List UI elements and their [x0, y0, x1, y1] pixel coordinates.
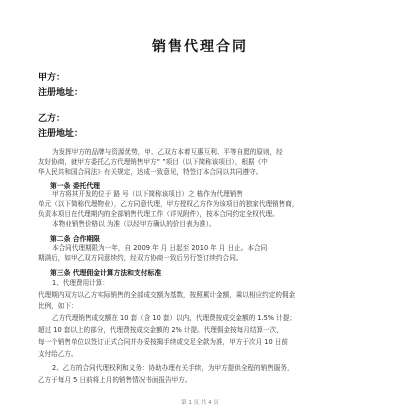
section-3-line: 乙方代理销售成交额在 10 套（含 10 套）以内，代理费按成交金额的 1.5% 计提；	[52, 314, 296, 322]
section-2-line: 期满后，如甲乙双方同意续约，经双方协商一致后另行签订续约合同。	[38, 254, 243, 262]
section-1-line: 负责本项目在代理期内的全部销售代理工作（详见附件），按本合同约定全权代理。	[38, 210, 279, 218]
section-2-heading: 第二条 合作期限	[50, 235, 100, 243]
section-1-line: 单元（以下简称代理物业），乙方同意代理，甲方授权乙方作为该项目的独家代理销售商，	[38, 200, 299, 208]
section-1-line: 甲方将其开发的位于 路 号（以下简称该项目）之 栋作为代理销售	[52, 190, 243, 198]
page-footer: 第 1 页 共 4 页	[181, 400, 219, 406]
section-3-line: 1、代理费用计算：	[52, 279, 109, 287]
intro-line: 华人民共和国合同法》有关规定，达成一致意见，特签订本合同以共同遵守。	[38, 168, 263, 176]
section-3-heading: 第三条 代理佣金计算方法和支付标准	[50, 269, 162, 277]
section-1-heading: 第一条 委托代理	[50, 182, 100, 190]
intro-line: 友好协商，就甲方委托乙方代理销售甲方“ ”项目（以下简称该项目），根据《中	[38, 158, 268, 166]
section-3-line: 2、乙方的合同代理权利和义务：协助办理有关手续，为甲方提供全程的销售服务，	[52, 364, 294, 372]
section-1-line: 本物业销售价格以 为准（以经甲方确认的价目表为准）。	[52, 220, 216, 228]
section-3-line: 支付给乙方。	[38, 350, 78, 358]
section-3-line: 每一个销售单位以签订正式合同并办妥按揭手续或交足全款为准，甲方于次月 10 日前	[38, 338, 288, 346]
section-3-line: 比例，如下：	[38, 302, 78, 310]
section-2-line: 本合同代理期限为一年，自 2009 年 月 日起至 2010 年 月 日止。本合同	[52, 244, 268, 252]
party-b-label: 乙方：	[38, 114, 66, 124]
section-3-line: 乙方于每月 5 日前将上月的销售情况书面报告甲方。	[38, 376, 192, 384]
intro-line: 为发挥甲方的品牌与资源优势，甲、乙双方本着互惠互利、平等自愿的原则，经	[52, 148, 283, 156]
party-a-label: 甲方：	[38, 73, 66, 83]
party-b-address-label: 注册地址：	[38, 129, 84, 139]
section-3-line: 代理期内双方以乙方实际销售的全部成交额为基数，按照累计金额，乘以相应约定的佣金	[38, 291, 296, 299]
section-3-line: 超过 10 套以上的部分，代理费按成交金额的 2% 计提。代理佣金按每月结算一次，	[38, 326, 283, 334]
page-title: 销售代理合同	[152, 39, 248, 55]
party-a-address-label: 注册地址：	[38, 88, 84, 98]
